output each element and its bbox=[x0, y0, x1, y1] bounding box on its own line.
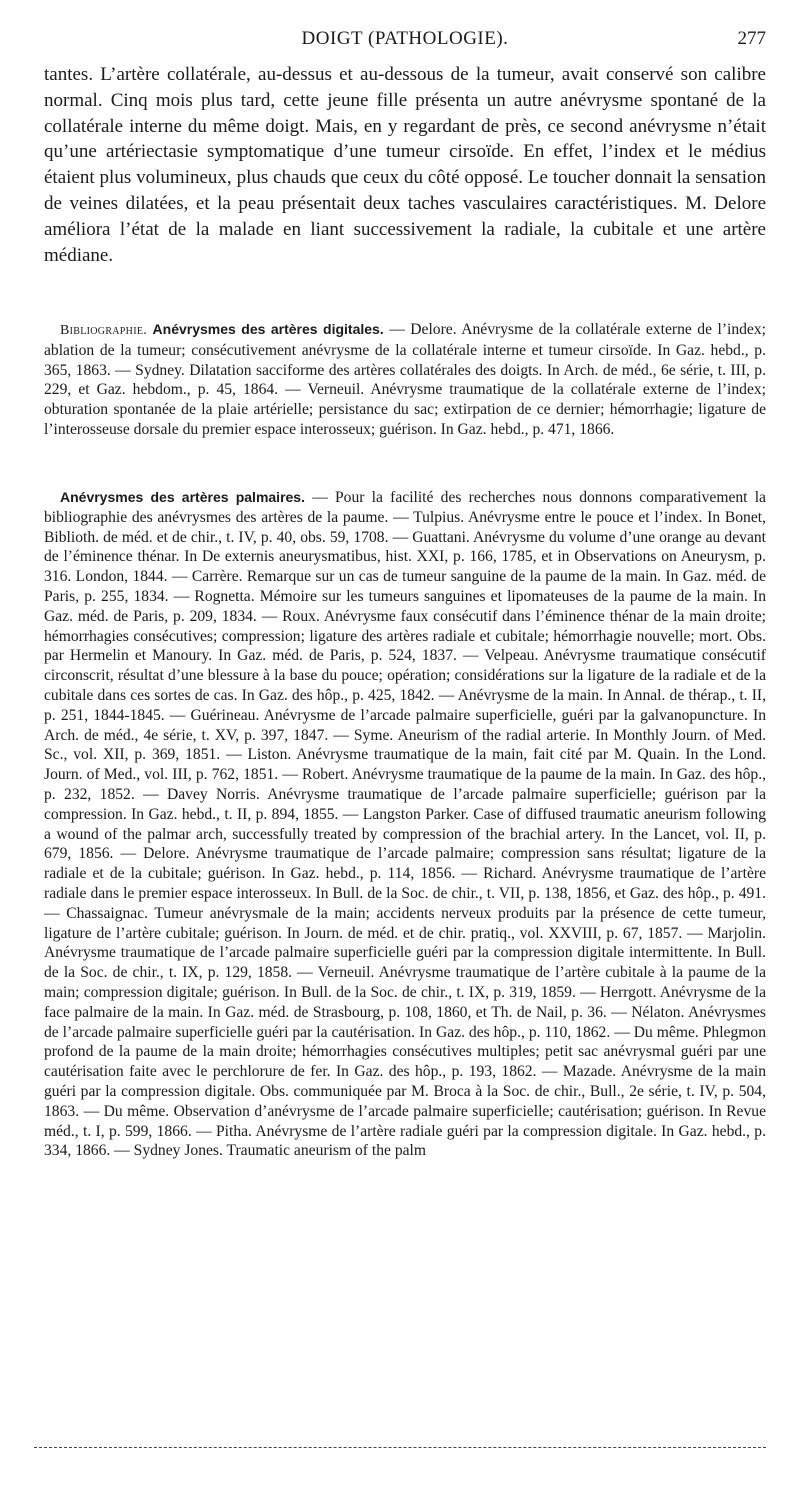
footer-rule bbox=[34, 1447, 766, 1448]
bibliography-palmaires bbox=[44, 488, 766, 1161]
running-title: DOIGT (PATHOLOGIE). bbox=[301, 28, 509, 49]
bibliography-digitales bbox=[44, 320, 766, 440]
page-number: 277 bbox=[737, 28, 766, 49]
bibliography-text-digitales: — Delore. Anévrysme de la collatérale externe de l’index; ablation de la tumeur; consécutivement anévrysme de la collatérale interne et tumeur cirsoïde. In Gaz. hebd., p. 365, 1863. — Sydney. Dilatation sacciforme des artères collatérales des doigts. In Arch. de méd., 6e série, t. III, p. 229, et Gaz. hebdom., p. 45, 1864. — Verneuil. Anévrysme traumatique de la collatérale externe de l’index; obturation spontanée de la plaie artérielle; persistance du sac; extirpation de ce dernier; hémorrhagie; ligature de l’interosseuse dorsale du premier espace interosseux; guérison. In Gaz. hebd., p. 471, 1866. bbox=[44, 321, 766, 438]
bibliography-heading-digitales: Anévrysmes des artères digitales. bbox=[152, 321, 384, 337]
running-header bbox=[44, 28, 766, 58]
bibliography-label: Bibliographie. bbox=[60, 323, 148, 338]
bibliography-heading-palmaires: Anévrysmes des artères palmaires. bbox=[60, 489, 305, 505]
bibliography-text-palmaires: — Pour la facilité des recherches nous donnons comparativement la bibliographie des anévrysmes des artères de la paume. — Tulpius. Anévrysme entre le pouce et l’index. In Bonet, Biblioth. de méd. et de chir., t. IV, p. 40, obs. 59, 1708. — Guattani. Anévrysme du volume d’une orange au devant de l’éminence thénar. In De externis aneurysmatibus, hist. XXI, p. 166, 1785, et in Observations on Aneurysm, p. 316. London, 1844. — Carrère. Remarque sur un cas de tumeur sanguine de la paume de la main. In Gaz. méd. de Paris, p. 255, 1834. — Rognetta. Mémoire sur les tumeurs sanguines et lipomateuses de la paume de la main. In Gaz. méd. de Paris, p. 209, 1834. — Roux. Anévrysme faux consécutif dans l’éminence thénar de la main droite; hémorrhagies consécutives; compression; ligature des artères radiale et cubitale; hémorrhagie nouvelle; mort. Obs. par Hermelin et Manoury. In Gaz. méd. de Paris, p. 524, 1837. — Velpeau. Anévrysme traumatique consécutif circonscrit, résultat d’une blessure à la base du pouce; opération; considérations sur la ligature de la radiale et de la cubitale dans ces sortes de cas. In Gaz. des hôp., p. 425, 1842. — Anévrysme de la main. In Annal. de thérap., t. II, p. 251, 1844-1845. — Guérineau. Anévrysme de l’arcade palmaire superficielle, guéri par la galvanopuncture. In Arch. de méd., 4e série, t. XV, p. 397, 1847. — Syme. Aneurism of the radial arterie. In Monthly Journ. of Med. Sc., vol. XII, p. 369, 1851. — Liston. Anévrysme traumatique de la main, fait cité par M. Quain. In the Lond. Journ. of Med., vol. III, p. 762, 1851. — Robert. Anévrysme traumatique de la paume de la main. In Gaz. des hôp., p. 232, 1852. — Davey Norris. Anévrysme traumatique de l’arcade palmaire superficielle; guérison par la compression. In Gaz. hebd., t. II, p. 894, 1855. — Langston Parker. Case of diffused traumatic aneurism following a wound of the palmar arch, successfully treated by compression of the brachial artery. In the Lancet, vol. II, p. 679, 1856. — Delore. Anévrysme traumatique de l’arcade palmaire; compression sans résultat; ligature de la radiale et de la cubitale; guérison. In Gaz. hebd., p. 114, 1856. — Richard. Anévrysme traumatique de l’artère radiale dans le premier espace interosseux. In Bull. de la Soc. de chir., t. VII, p. 138, 1856, et Gaz. des hôp., p. 491. — Chassaignac. Tumeur anévrysmale de la main; accidents nerveux produits par la présence de cette tumeur, ligature de l’artère cubitale; guérison. In Journ. de méd. et de chir. pratiq., vol. XXVIII, p. 67, 1857. — Marjolin. Anévrysme traumatique de l’arcade palmaire superficielle guéri par la compression digitale intermittente. In Bull. de la Soc. de chir., t. IX, p. 129, 1858. — Verneuil. Anévrysme traumatique de l’artère cubitale à la paume de la main; compression digitale; guérison. In Bull. de la Soc. de chir., t. IX, p. 319, 1859. — Herrgott. Anévrysme de la face palmaire de la main. In Gaz. méd. de Strasbourg, p. 108, 1860, et Th. de Nail, p. 36. — Nélaton. Anévrysmes de l’arcade palmaire superficielle guéri par la cautérisation. In Gaz. des hôp., p. 110, 1862. — Du même. Phlegmon profond de la paume de la main droite; hémorrhagies consécutives multiples; petit sac anévrysmal guéri par une cautérisation faite avec le perchlorure de fer. In Gaz. des hôp., p. 193, 1862. — Mazade. Anévrysme de la main guéri par la compression digitale. Obs. communiquée par M. Broca à la Soc. de chir., Bull., 2e série, t. IV, p. 504, 1863. — Du même. Observation d’anévrysme de l’arcade palmaire superficielle; cautérisation; guérison. In Revue méd., t. I, p. 599, 1866. — Pitha. Anévrysme de l’artère radiale guéri par la compression digitale. In Gaz. hebd., p. 334, 1866. — Sydney Jones. Traumatic aneurism of the palm bbox=[44, 489, 766, 1160]
body-paragraph: tantes. L’artère collatérale, au-dessus et au-dessous de la tumeur, avait conservé son calibre normal. Cinq mois plus tard, cette jeune fille présenta un autre anévrysme spontané de la collatérale interne du même doigt. Mais, en y regardant de près, ce second anévrysme n’était qu’une artériectasie symptomatique d’une tumeur cirsoïde. En effet, l’index et le médius étaient plus volumineux, plus chauds que ceux du côté opposé. Le toucher donnait la sensation de veines dilatées, et la peau présentait deux taches vasculaires caractéristiques. M. Delore améliora l’état de la malade en liant successivement la radiale, la cubitale et une artère médiane. bbox=[44, 64, 766, 266]
